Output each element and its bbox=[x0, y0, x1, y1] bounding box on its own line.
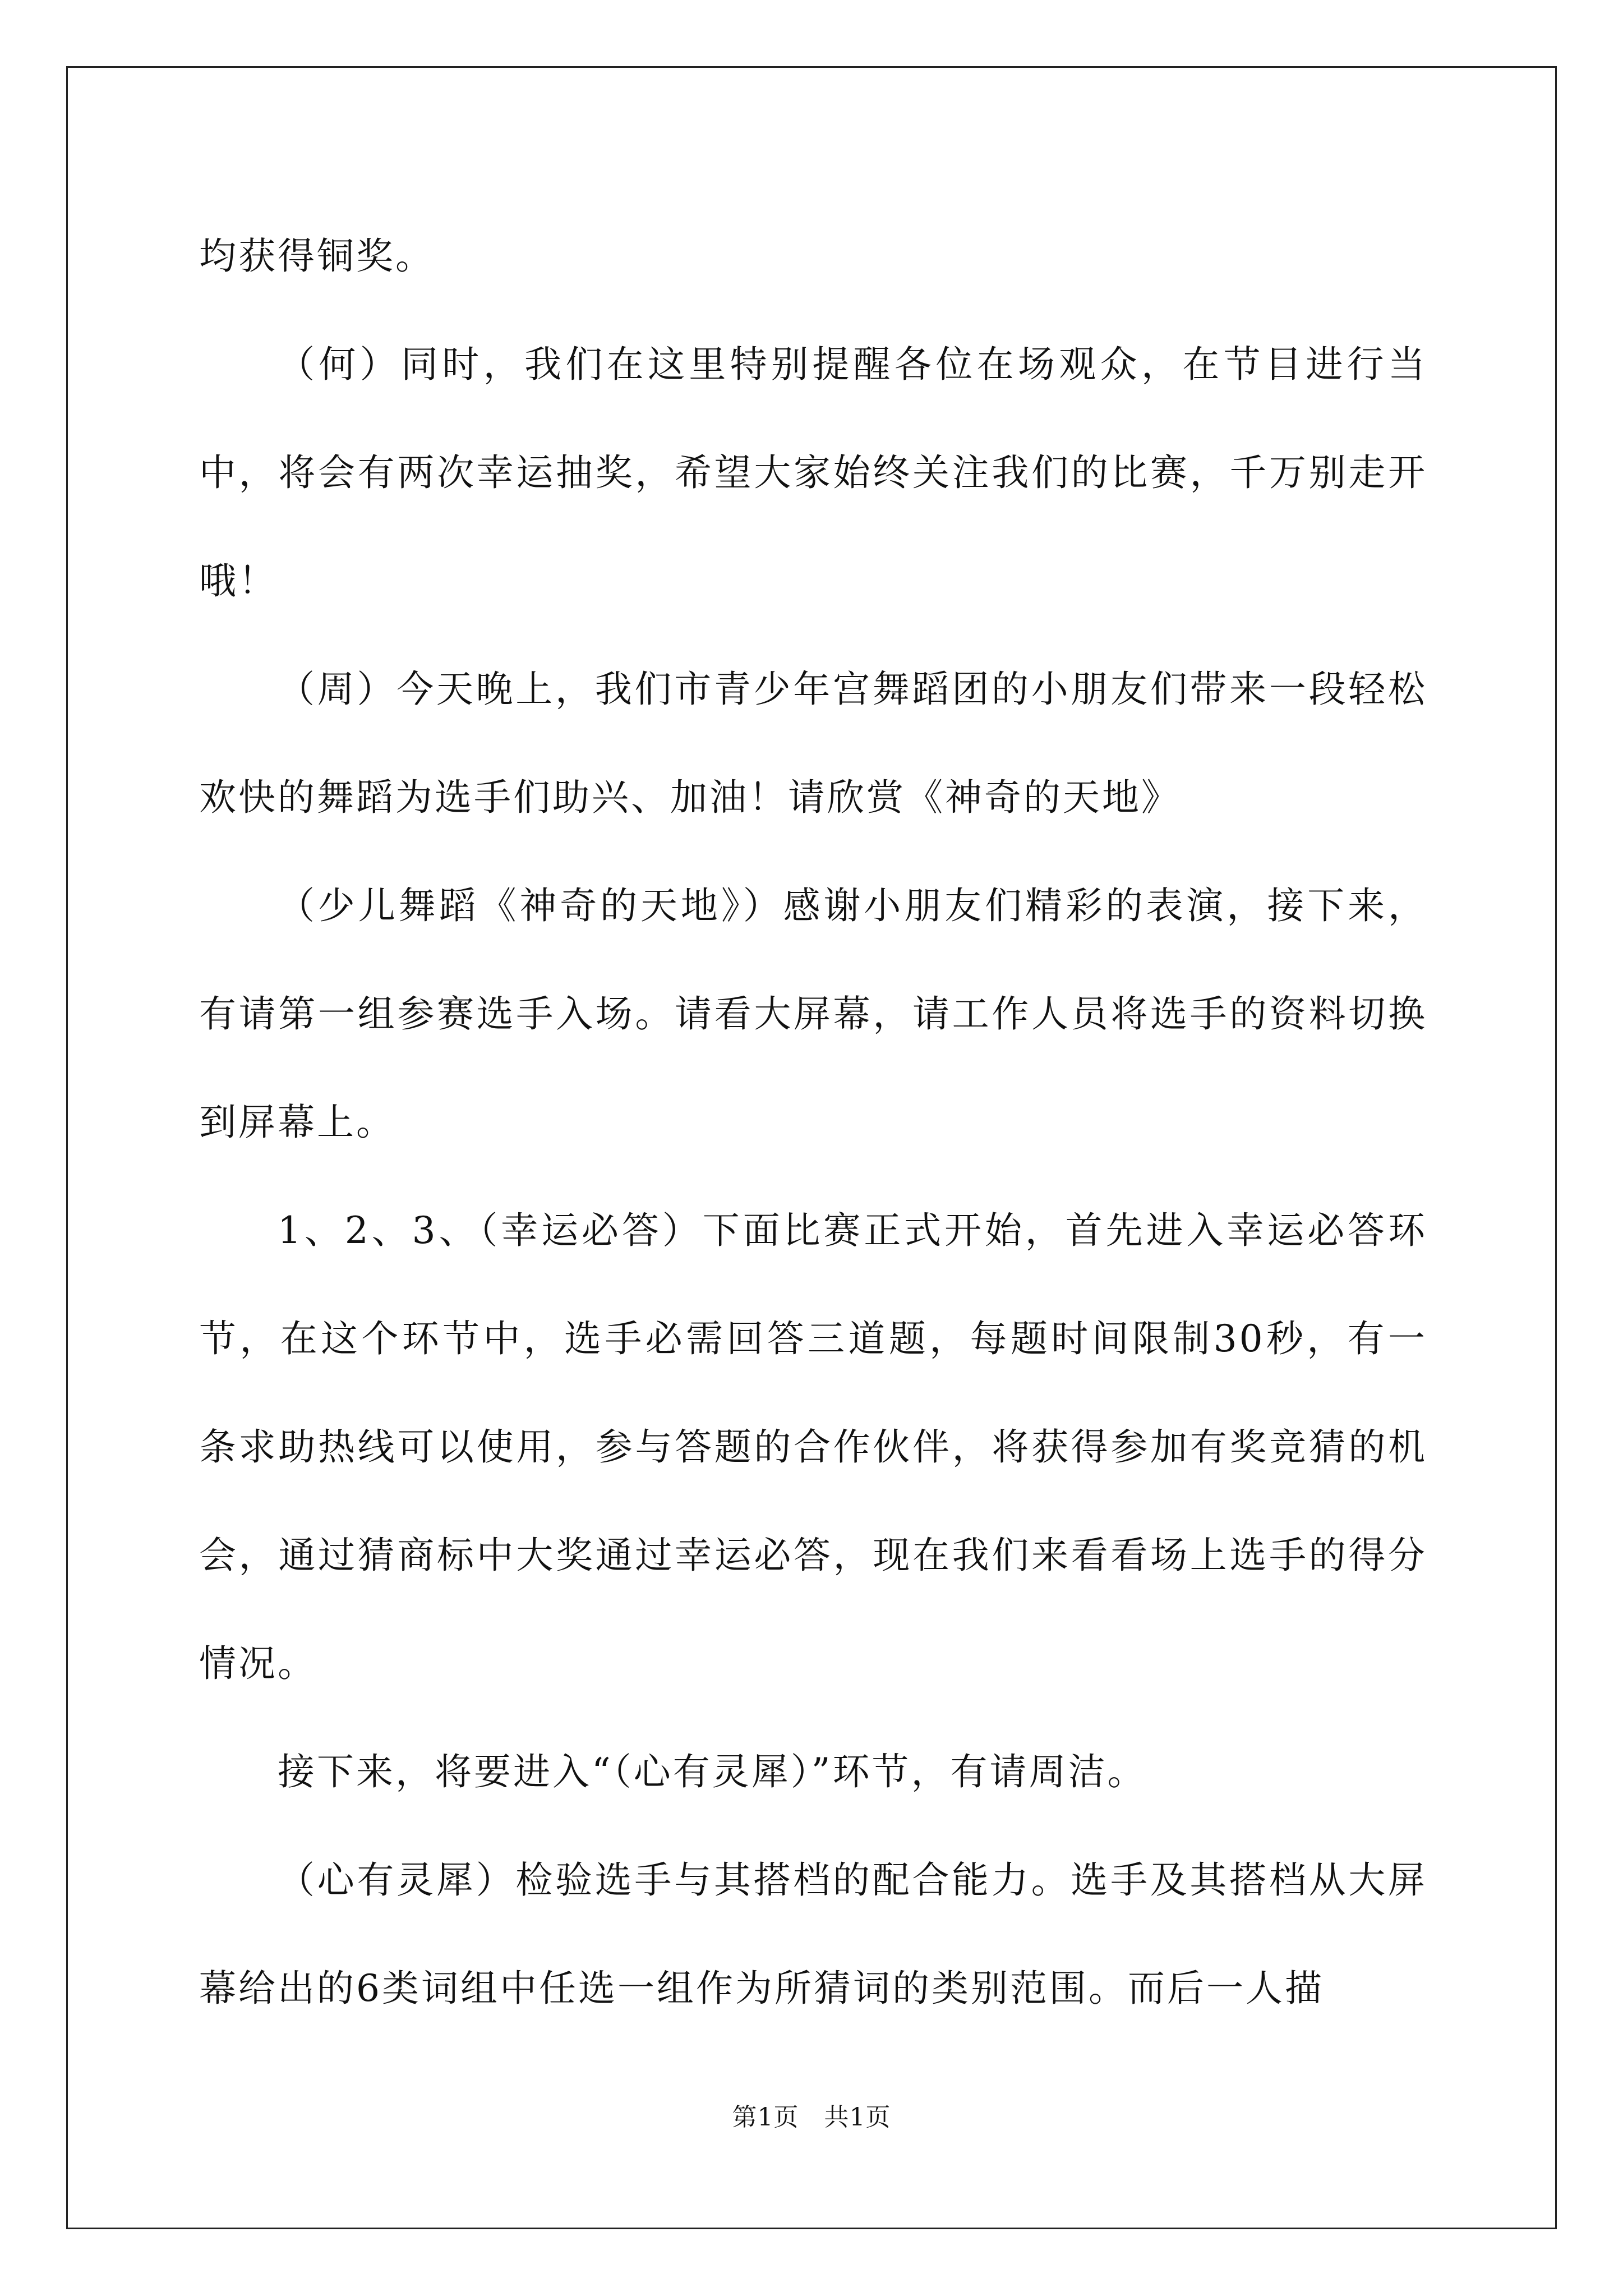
paragraph-3: （周）今天晚上，我们市青少年宫舞蹈团的小朋友们带来一段轻松欢快的舞蹈为选手们助兴、加油！请欣赏《神奇的天地》 bbox=[199, 668, 1427, 819]
page-footer: 第1页 共1页 bbox=[732, 2103, 891, 2132]
paragraph-2: （何）同时，我们在这里特别提醒各位在场观众，在节目进行当中，将会有两次幸运抽奖，希望大家始终关注我们的比赛，千万别走开哦！ bbox=[199, 343, 1427, 602]
paragraph-6: 接下来，将要进入“（心有灵犀）”环节，有请周洁。 bbox=[278, 1750, 1147, 1793]
document-body bbox=[199, 202, 1427, 2042]
paragraph-4: （少儿舞蹈《神奇的天地》）感谢小朋友们精彩的表演，接下来，有请第一组参赛选手入场。请看大屏幕，请工作人员将选手的资料切换到屏幕上。 bbox=[199, 884, 1427, 1144]
paragraph-1: 均获得铜奖。 bbox=[199, 234, 435, 278]
paragraph-5: 1、2、3、（幸运必答）下面比赛正式开始，首先进入幸运必答环节，在这个环节中，选手必需回答三道题，每题时间限制30秒，有一条求助热线可以使用，参与答题的合作伙伴，将获得参加有奖竞猜的机会，通过猜商标中大奖通过幸运必答，现在我们来看看场上选手的得分情况。 bbox=[199, 1209, 1427, 1685]
paragraph-7: （心有灵犀）检验选手与其搭档的配合能力。选手及其搭档从大屏幕给出的6类词组中任选一组作为所猜词的类别范围。而后一人描 bbox=[199, 1858, 1427, 2010]
